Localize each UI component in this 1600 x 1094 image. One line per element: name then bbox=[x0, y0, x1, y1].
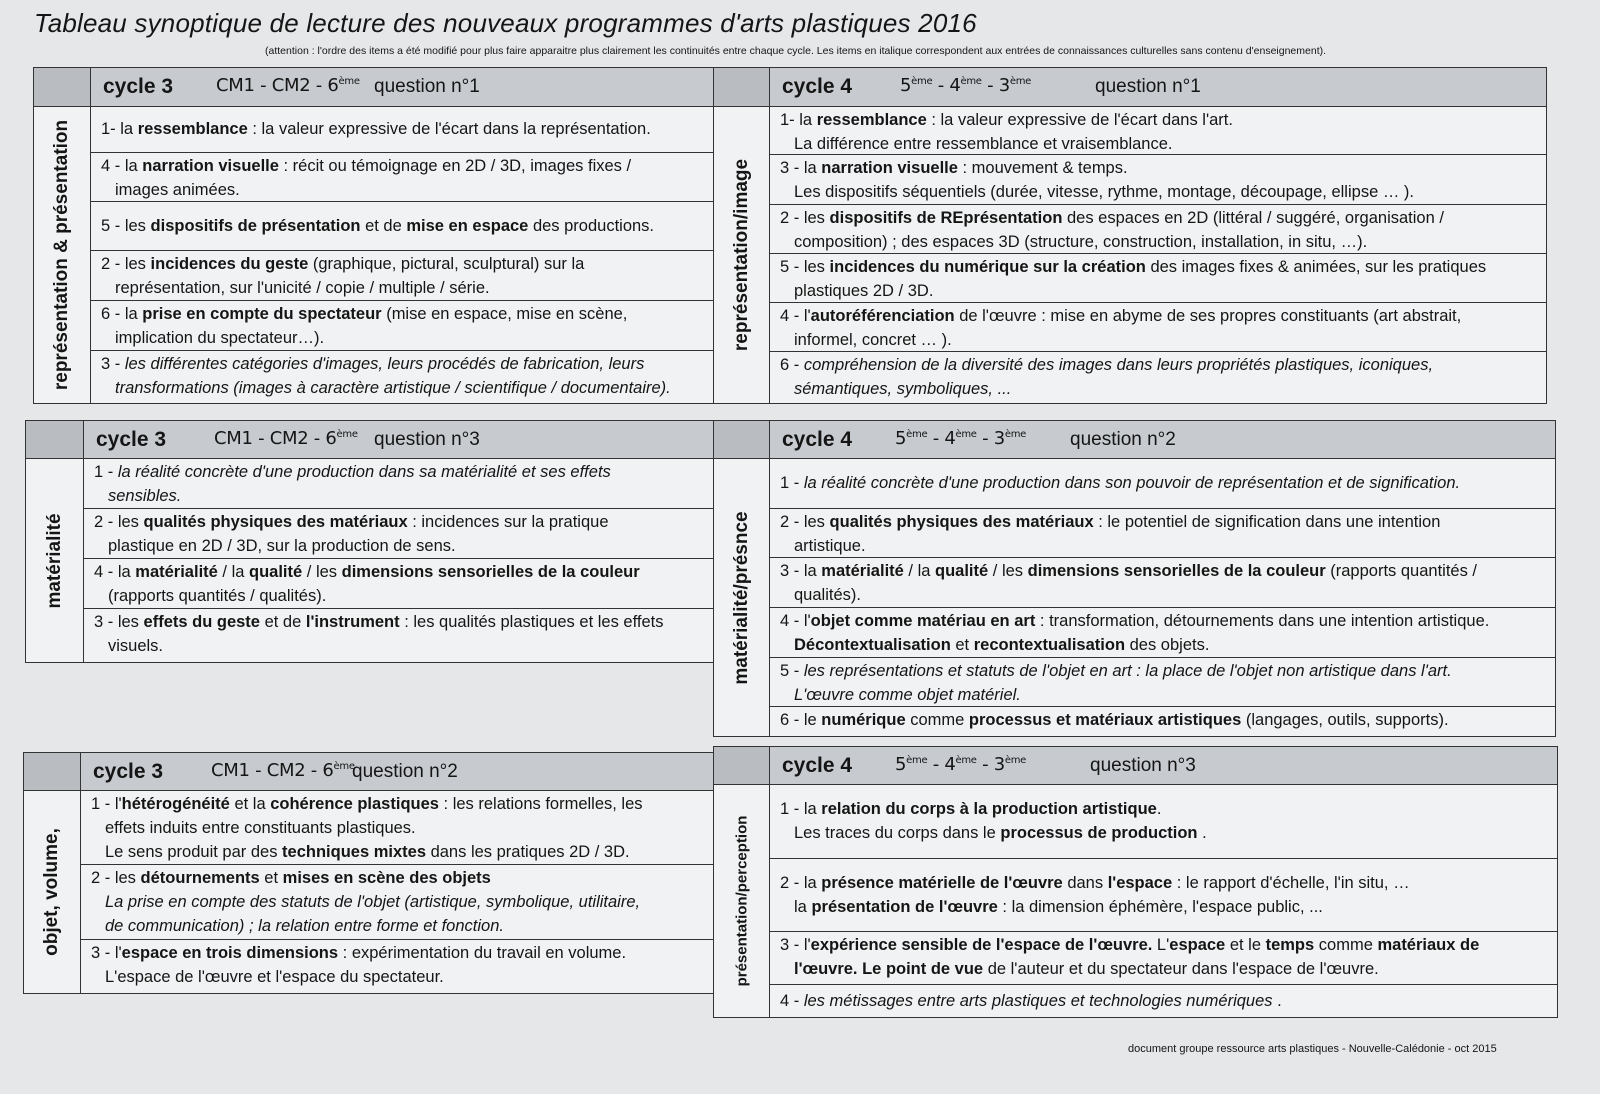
list-item: 3 - les effets du geste et de l'instrument : les qualités plastiques et les effets visuels. bbox=[94, 613, 664, 655]
list-item: 2 - les qualités physiques des matériaux : le potentiel de signification dans une intention artistique. bbox=[770, 509, 1555, 558]
header-corner bbox=[714, 747, 770, 785]
list-item: 3 - la matérialité / la qualité / les dimensions sensorielles de la couleur (rapports quantités / qualités). bbox=[770, 558, 1555, 608]
list-item: 3 - l'espace en trois dimensions : expérimentation du travail en volume. L'espace de l'œuvre et l'espace du spectateur. bbox=[91, 944, 627, 986]
header-corner bbox=[26, 421, 84, 459]
item-list bbox=[84, 459, 714, 662]
list-item: 4 - les métissages entre arts plastiques et technologies numériques . bbox=[780, 992, 1282, 1010]
side-label-cell bbox=[24, 791, 81, 993]
list-item: 2 - les dispositifs de REprésentation des espaces en 2D (littéral / suggéré, organisation / composition) ; des espaces 3D (structure, construction, installation, in situ, …). bbox=[770, 205, 1546, 254]
list-item: 3 - la narration visuelle : mouvement & temps. Les dispositifs séquentiels (durée, vitesse, rythme, montage, découpage, ellipse … ). bbox=[770, 155, 1546, 205]
list-item: 1 - la réalité concrète d'une production dans sa matérialité et ses effets sensibles. bbox=[84, 459, 714, 509]
block-header bbox=[81, 753, 714, 791]
side-label: objet, volume, bbox=[41, 828, 62, 956]
side-label: présentation/perception bbox=[733, 815, 750, 987]
block-cycle3-q3 bbox=[25, 420, 715, 663]
item-list bbox=[770, 459, 1555, 736]
question-label: question n°2 bbox=[352, 761, 458, 782]
item-list bbox=[770, 785, 1557, 1017]
list-item: 4 - la matérialité / la qualité / les dimensions sensorielles de la couleur (rapports quantités / qualités). bbox=[84, 559, 714, 609]
block-cycle3-q1 bbox=[33, 67, 715, 404]
side-label-cell bbox=[714, 785, 770, 1017]
grade-levels: 5ème - 4ème - 3ème bbox=[895, 754, 1027, 775]
item-list bbox=[81, 791, 714, 993]
item-list bbox=[770, 107, 1546, 403]
grade-levels: CM1 - CM2 - 6ème bbox=[214, 428, 358, 449]
list-item: 1- la ressemblance : la valeur expressive de l'écart dans l'art. La différence entre ressemblance et vraisemblance. bbox=[770, 107, 1546, 155]
list-item: 6 - la prise en compte du spectateur (mise en espace, mise en scène, implication du spectateur…). bbox=[91, 301, 714, 351]
block-header bbox=[770, 747, 1557, 785]
cycle-label: cycle 4 bbox=[782, 428, 853, 451]
list-item: 1 - la réalité concrète d'une production dans son pouvoir de représentation et de signification. bbox=[770, 459, 1555, 509]
list-item: 5 - les incidences du numérique sur la création des images fixes & animées, sur les pratiques plastiques 2D / 3D. bbox=[770, 254, 1546, 303]
list-item: 4 - la narration visuelle : récit ou témoignage en 2D / 3D, images fixes / images animées. bbox=[91, 153, 714, 202]
cycle-label: cycle 4 bbox=[782, 75, 853, 98]
cycle-label: cycle 4 bbox=[782, 754, 853, 777]
side-label: matérialité bbox=[43, 512, 65, 609]
document-title: Tableau synoptique de lecture des nouveaux programmes d'arts plastiques 2016 bbox=[34, 8, 977, 38]
header-corner bbox=[24, 753, 81, 791]
list-item: 1 - la relation du corps à la production artistique. Les traces du corps dans le processus de production . bbox=[770, 785, 1557, 859]
list-item: 4 - l'objet comme matériau en art : transformation, détournements dans une intention artistique. Décontextualisation et recontextualisation des objets. bbox=[770, 608, 1555, 658]
grade-levels: CM1 - CM2 - 6ème bbox=[216, 75, 360, 96]
side-label-cell bbox=[34, 107, 91, 403]
document-notice: (attention : l'ordre des items a été modifié pour plus faire apparaitre plus clairement les continuités entre chaque cycle. Les items en italique correspondent aux entrées de connaissances culturelles sans contenu d'enseignement). bbox=[265, 45, 1327, 57]
question-label: question n°1 bbox=[1095, 76, 1201, 97]
item-list bbox=[91, 107, 714, 403]
block-header bbox=[770, 68, 1546, 107]
question-label: question n°3 bbox=[1090, 755, 1196, 776]
side-label: représentation & présentation bbox=[51, 119, 72, 391]
grade-levels: 5ème - 4ème - 3ème bbox=[895, 428, 1027, 449]
question-label: question n°1 bbox=[374, 76, 480, 97]
block-cycle4-q1 bbox=[713, 67, 1547, 404]
block-header bbox=[91, 68, 714, 107]
list-item: 5 - les représentations et statuts de l'objet en art : la place de l'objet non artistique dans l'art. L'œuvre comme objet matériel. bbox=[770, 658, 1555, 707]
list-item: 1- la ressemblance : la valeur expressive de l'écart dans la représentation. bbox=[91, 107, 714, 153]
header-corner bbox=[714, 68, 770, 107]
list-item: 2 - les qualités physiques des matériaux : incidences sur la pratique plastique en 2D / 3D, sur la production de sens. bbox=[84, 509, 714, 559]
list-item: 2 - la présence matérielle de l'œuvre dans l'espace : le rapport d'échelle, l'in situ, … la présentation de l'œuvre : la dimension éphémère, l'espace public, ... bbox=[770, 859, 1557, 932]
side-label-cell bbox=[714, 107, 770, 403]
side-label: matérialité/présnce bbox=[730, 510, 752, 685]
grade-levels: CM1 - CM2 - 6ème bbox=[211, 760, 355, 781]
list-item: 3 - les différentes catégories d'images, leurs procédés de fabrication, leurs transformations (images à caractère artistique / scientifique / documentaire). bbox=[101, 355, 671, 397]
cycle-label: cycle 3 bbox=[96, 428, 167, 451]
list-item: 5 - les dispositifs de présentation et de mise en espace des productions. bbox=[91, 202, 714, 251]
header-corner bbox=[34, 68, 91, 107]
list-item: 4 - l'autoréférenciation de l'œuvre : mise en abyme de ses propres constituants (art abstrait, informel, concret … ). bbox=[770, 303, 1546, 352]
list-item: 6 - compréhension de la diversité des images dans leurs propriétés plastiques, iconiques, sémantiques, symboliques, ... bbox=[780, 356, 1434, 398]
list-item: 6 - le numérique comme processus et matériaux artistiques (langages, outils, supports). bbox=[780, 711, 1449, 729]
side-label: représentation/image bbox=[730, 158, 752, 352]
block-cycle3-q2 bbox=[23, 752, 715, 994]
list-item: 2 - les incidences du geste (graphique, pictural, sculptural) sur la représentation, sur l'unicité / copie / multiple / série. bbox=[91, 251, 714, 301]
block-cycle4-q2 bbox=[713, 420, 1556, 737]
side-label-cell bbox=[714, 459, 770, 736]
side-label-cell bbox=[26, 459, 84, 662]
block-header bbox=[770, 421, 1555, 459]
cycle-label: cycle 3 bbox=[103, 75, 174, 98]
list-item: 2 - les détournements et mises en scène des objets La prise en compte des statuts de l'objet (artistique, symbolique, utilitaire, de communication) ; la relation entre forme et fonction. bbox=[81, 865, 714, 940]
block-cycle4-q3 bbox=[713, 746, 1558, 1018]
list-item: 3 - l'expérience sensible de l'espace de l'œuvre. L'espace et le temps comme matériaux de l'œuvre. Le point de vue de l'auteur et du spectateur dans l'espace de l'œuvre. bbox=[770, 932, 1557, 985]
block-header bbox=[84, 421, 714, 459]
document-footer: document groupe ressource arts plastiques - Nouvelle-Calédonie - oct 2015 bbox=[1128, 1043, 1497, 1055]
grade-levels: 5ème - 4ème - 3ème bbox=[900, 75, 1032, 96]
question-label: question n°3 bbox=[374, 429, 480, 450]
question-label: question n°2 bbox=[1070, 429, 1176, 450]
cycle-label: cycle 3 bbox=[93, 760, 164, 783]
header-corner bbox=[714, 421, 770, 459]
list-item: 1 - l'hétérogénéité et la cohérence plastiques : les relations formelles, les effets induits entre constituants plastiques. Le sens produit par des techniques mixtes dans les pratiques 2D / 3D. bbox=[81, 791, 714, 865]
